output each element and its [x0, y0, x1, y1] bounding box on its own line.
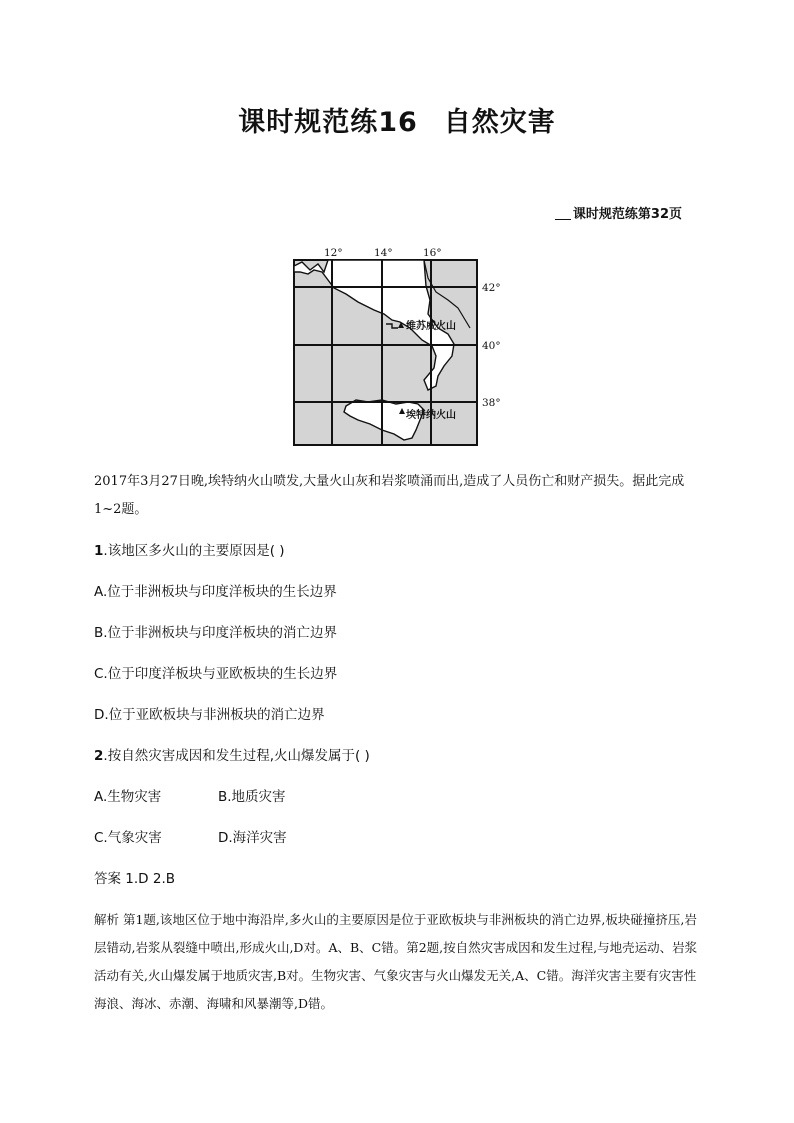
page-title	[0, 100, 794, 139]
italy-volcano-map	[288, 244, 508, 450]
lat-label-40: 40°	[482, 340, 501, 352]
q2-options-row-2	[94, 823, 698, 853]
lon-label-16: 16°	[423, 247, 442, 259]
title-topic: 自然灾害	[443, 107, 556, 138]
label-vesuvius: 维苏威火山	[406, 321, 456, 332]
q2-option-d: D.海洋灾害	[218, 830, 287, 846]
lat-label-42: 42°	[482, 282, 501, 294]
q1-option-c: C.位于印度洋板块与亚欧板块的生长边界	[94, 666, 338, 682]
q2-option-a: A.生物灾害	[94, 789, 162, 805]
q1-option-d: D.位于亚欧板块与非洲板块的消亡边界	[94, 707, 325, 723]
q2-option-b: B.地质灾害	[218, 789, 286, 805]
q2-options-row-1	[94, 782, 698, 812]
lon-label-12: 12°	[324, 247, 343, 259]
title-main: 课时规范练16	[238, 107, 418, 138]
lon-label-14: 14°	[374, 247, 393, 259]
q1-option-a: A.位于非洲板块与印度洋板块的生长边界	[94, 584, 337, 600]
q1-stem: 1.该地区多火山的主要原因是( )	[94, 543, 285, 559]
label-etna: 埃特纳火山	[406, 410, 456, 421]
page-reference: 课时规范练第32页	[555, 203, 682, 222]
q2-option-c: C.气象灾害	[94, 830, 162, 846]
answer-line: 答案 1.D 2.B	[94, 871, 175, 887]
question-1	[94, 536, 698, 566]
analysis-paragraph: 解析 第1题,该地区位于地中海沿岸,多火山的主要原因是位于亚欧板块与非洲板块的消亡边界,板块碰撞挤压,岩层错动,岩浆从裂缝中喷出,形成火山,D对。A、B、C错。第2题,按自然灾害成因和发生过程,与地壳运动、岩浆活动有关,火山爆发属于地质灾害,B对。生物灾害、气象灾害与火山爆发无关,A、C错。海洋灾害主要有灾害性海浪、海冰、赤潮、海啸和风暴潮等,D错。	[94, 912, 698, 1011]
question-2: 2.按自然灾害成因和发生过程,火山爆发属于( )	[94, 748, 370, 764]
lat-label-38: 38°	[482, 397, 501, 409]
intro-paragraph: 2017年3月27日晚,埃特纳火山喷发,大量火山灰和岩浆喷涌而出,造成了人员伤亡和财产损失。据此完成1~2题。	[94, 474, 685, 517]
q1-option-b: B.位于非洲板块与印度洋板块的消亡边界	[94, 625, 338, 641]
